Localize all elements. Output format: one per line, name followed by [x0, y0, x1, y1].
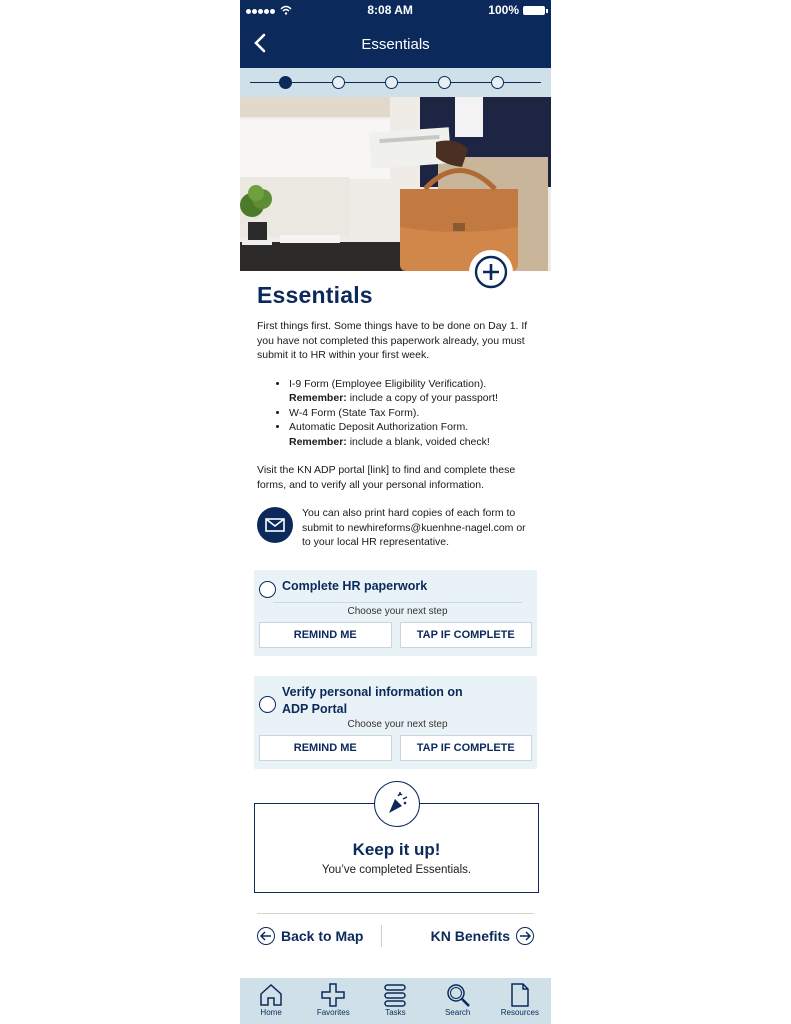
plus-icon — [320, 982, 346, 1008]
document-icon — [507, 982, 533, 1008]
remind-me-button[interactable]: REMIND ME — [259, 622, 392, 648]
task-title: Verify personal information on ADP Portal — [282, 684, 463, 716]
back-to-map-link[interactable] — [257, 927, 363, 945]
party-popper-icon — [374, 781, 420, 827]
section-title: Essentials — [257, 282, 373, 308]
list-item: • Automatic Deposit Authorization Form. Remember: include a blank, voided check! — [289, 420, 534, 449]
nav-bar — [240, 20, 551, 68]
forms-list — [257, 377, 534, 450]
progress-stepper — [240, 68, 551, 97]
tap-if-complete-button[interactable]: TAP IF COMPLETE — [400, 735, 533, 761]
progress-step[interactable] — [279, 76, 292, 89]
back-chevron-icon[interactable] — [250, 32, 272, 54]
tab-resources[interactable]: Resources — [490, 978, 550, 1017]
email-info — [257, 506, 534, 550]
battery-percent: 100% — [488, 3, 519, 17]
phone-screen — [240, 0, 551, 1024]
section-navigation — [257, 913, 534, 950]
progress-step[interactable] — [491, 76, 504, 89]
keep-title: Keep it up! — [352, 839, 441, 859]
remind-me-button[interactable]: REMIND ME — [259, 735, 392, 761]
task-checkbox[interactable] — [259, 581, 276, 598]
content — [240, 282, 551, 550]
list-item: • I-9 Form (Employee Eligibility Verification). Remember: include a copy of your passport! — [289, 377, 534, 406]
progress-step[interactable] — [385, 76, 398, 89]
battery-icon — [523, 6, 545, 15]
status-bar — [240, 0, 551, 20]
choose-next-step: Choose your next step — [273, 602, 522, 617]
arrow-left-icon — [257, 927, 275, 945]
search-icon — [445, 982, 471, 1008]
tap-if-complete-button[interactable]: TAP IF COMPLETE — [400, 622, 533, 648]
keep-subtitle: You’ve completed Essentials. — [321, 863, 472, 876]
tab-search[interactable]: Search — [428, 978, 488, 1017]
task-card — [254, 570, 537, 656]
portal-text: Visit the KN ADP portal [link] to find and complete these forms, and to verify all your personal information. — [257, 464, 516, 491]
list-item: • W-4 Form (State Tax Form). — [289, 406, 534, 421]
hero-image — [240, 97, 551, 271]
nav-title: Essentials — [361, 35, 430, 53]
next-section-label: KN Benefits — [430, 927, 510, 944]
arrow-right-icon — [516, 927, 534, 945]
list-icon — [382, 982, 408, 1008]
divider — [381, 925, 382, 947]
plus-circle-icon — [474, 255, 508, 289]
signal-icon — [246, 3, 276, 17]
tab-tasks[interactable]: Tasks — [365, 978, 425, 1017]
next-section-link[interactable] — [431, 927, 534, 945]
status-time: 8:08 AM — [367, 3, 413, 17]
task-title: Complete HR paperwork — [282, 578, 428, 593]
tab-home[interactable]: Home — [241, 978, 301, 1017]
task-card — [254, 676, 537, 769]
progress-step[interactable] — [332, 76, 345, 89]
tab-favorites[interactable]: Favorites — [303, 978, 363, 1017]
home-icon — [258, 982, 284, 1008]
choose-next-step: Choose your next step — [347, 718, 448, 730]
intro-text: First things first. Some things have to be done on Day 1. If you have not completed this paperwork already, you must submit it to HR within your first week. — [257, 320, 528, 361]
task-checkbox[interactable] — [259, 696, 276, 713]
email-text: You can also print hard copies of each form to submit to newhireforms@kuenhne-nagel.com or to your local HR representative. — [302, 507, 526, 548]
progress-step[interactable] — [438, 76, 451, 89]
add-favorite-button[interactable] — [469, 250, 513, 294]
back-to-map-label: Back to Map — [281, 927, 364, 944]
wifi-icon — [280, 5, 292, 15]
keep-it-up-card — [254, 803, 539, 893]
envelope-icon[interactable] — [257, 507, 293, 543]
tab-bar — [240, 978, 551, 1024]
